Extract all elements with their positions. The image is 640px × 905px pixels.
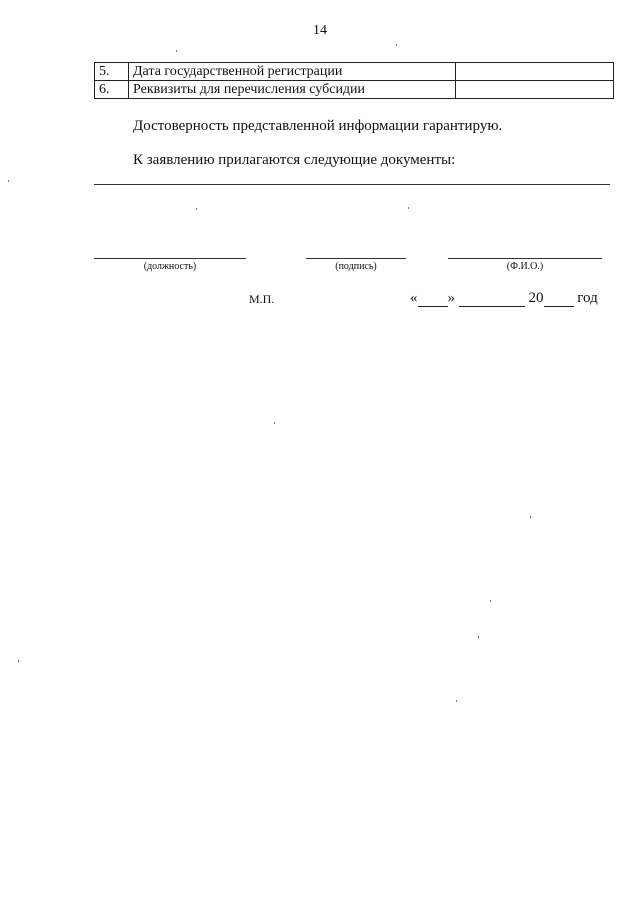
scan-speck [8, 180, 9, 182]
guarantee-statement: Достоверность представленной информации гарантирую. [133, 118, 503, 134]
month-blank [459, 292, 525, 307]
day-blank [418, 292, 448, 307]
scan-speck [490, 600, 491, 602]
position-line [94, 258, 246, 259]
date-line [410, 290, 598, 307]
scan-speck [396, 44, 397, 46]
row-number: 5. [95, 63, 129, 81]
position-caption: (должность) [143, 261, 197, 272]
row-value [456, 63, 614, 81]
page-number: 14 [313, 23, 327, 38]
stamp-label: М.П. [249, 292, 275, 306]
attachments-line [94, 184, 610, 185]
attachments-statement: К заявлению прилагаются следующие документы: [133, 152, 456, 168]
name-line [448, 258, 602, 259]
row-value [456, 81, 614, 99]
table-row [95, 81, 614, 99]
date-close-quote: » [447, 290, 455, 306]
table-row [95, 63, 614, 81]
row-label: Реквизиты для перечисления субсидии [129, 81, 456, 99]
scan-speck [176, 50, 177, 52]
date-year-word: год [577, 290, 598, 306]
date-open-quote: « [410, 290, 418, 306]
scan-speck [274, 422, 275, 424]
scan-speck [456, 700, 457, 702]
year-blank [544, 292, 574, 307]
signature-line [306, 258, 406, 259]
form-table [94, 62, 614, 99]
scan-speck [408, 207, 409, 209]
row-label: Дата государственной регистрации [129, 63, 456, 81]
date-century: 20 [528, 290, 544, 306]
scan-speck [18, 660, 19, 662]
row-number: 6. [95, 81, 129, 99]
scan-speck [196, 208, 197, 210]
signature-caption: (подпись) [335, 261, 377, 272]
scan-speck [478, 636, 479, 638]
scan-speck [530, 516, 531, 518]
name-caption: (Ф.И.О.) [506, 261, 544, 272]
